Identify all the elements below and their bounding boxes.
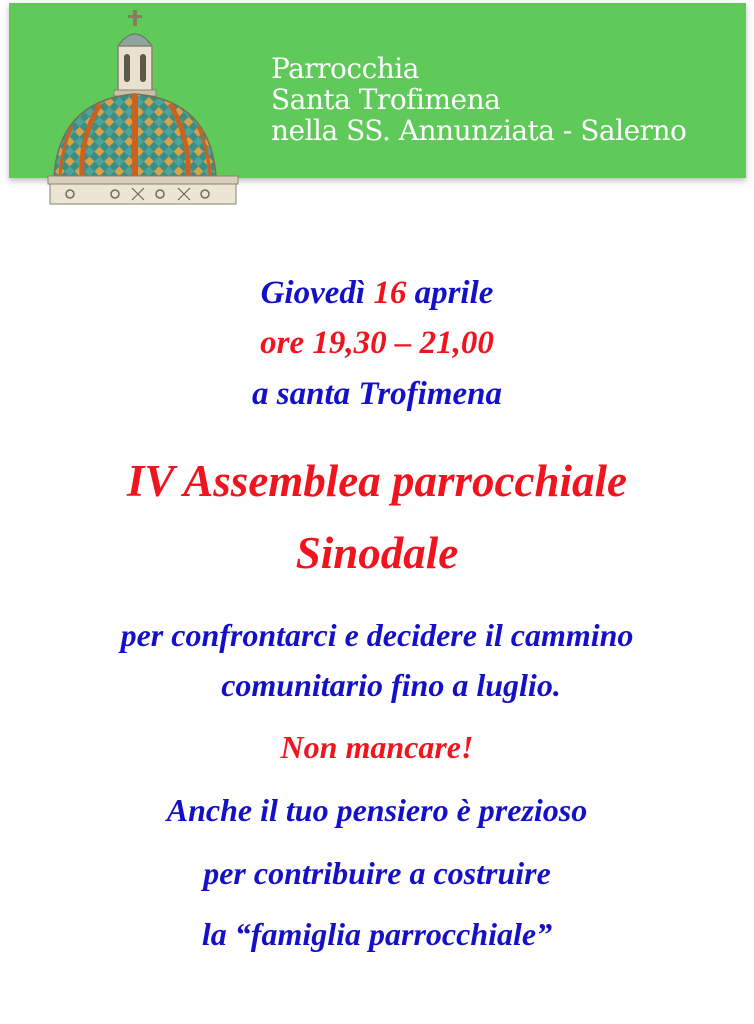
event-date: [0, 275, 754, 312]
event-day-number: 16: [373, 275, 407, 311]
event-day-suffix: aprile: [406, 275, 494, 311]
event-title-line-1: IV Assemblea parrocchiale: [126, 456, 627, 506]
parish-name-line-3: nella SS. Annunziata - Salerno: [271, 114, 687, 147]
church-dome-icon: [40, 8, 245, 208]
event-day-prefix: Giovedì: [260, 275, 374, 311]
parish-name: [271, 53, 686, 146]
event-time: ore 19,30 – 21,00: [260, 325, 494, 361]
event-place: a santa Trofimena: [252, 376, 502, 412]
event-title-line-2: Sinodale: [295, 528, 459, 578]
body-line-4: per contribuire a costruire: [203, 855, 551, 891]
body-line-2: comunitario fino a luglio.: [221, 667, 561, 703]
body-line-5: la “famiglia parrocchiale”: [201, 916, 553, 952]
call-to-action: Non mancare!: [280, 729, 474, 765]
parish-name-line-1: Parrocchia: [271, 52, 419, 85]
parish-name-line-2: Santa Trofimena: [271, 83, 501, 116]
body-line-1: per confrontarci e decidere il cammino: [120, 617, 634, 653]
body-line-3: Anche il tuo pensiero è prezioso: [166, 792, 588, 828]
